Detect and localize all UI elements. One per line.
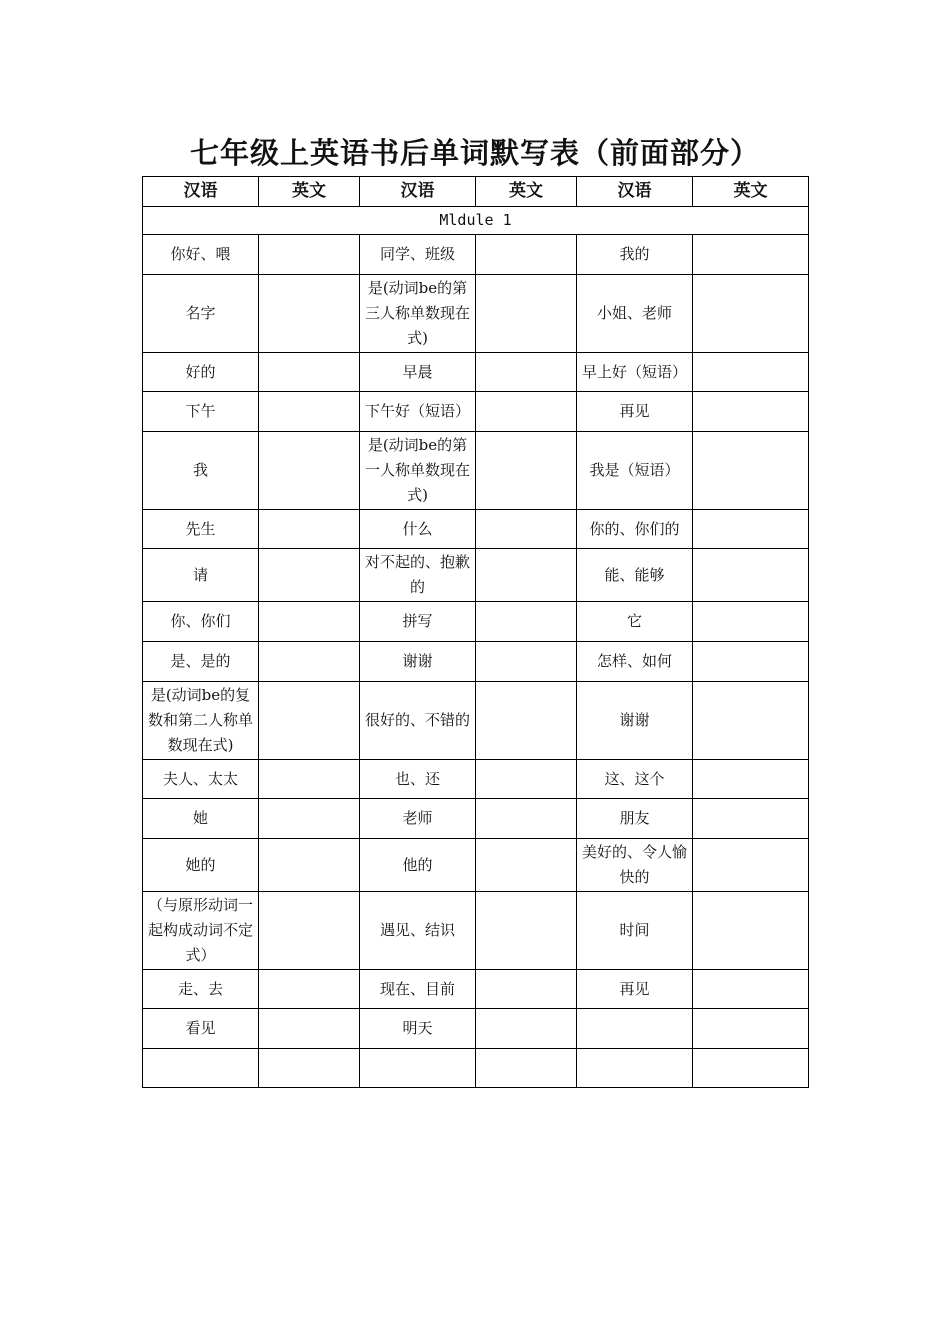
chinese-cell: 早晨 [360, 353, 476, 392]
module-heading: Mldule 1 [143, 207, 809, 235]
english-answer-cell[interactable] [693, 549, 809, 602]
english-answer-cell[interactable] [693, 1049, 809, 1088]
table-row [143, 1049, 809, 1088]
english-answer-cell[interactable] [476, 235, 577, 275]
chinese-cell [143, 1049, 259, 1088]
chinese-cell [360, 1049, 476, 1088]
table-row [143, 353, 809, 392]
header-english: 英文 [259, 177, 360, 207]
chinese-cell: 这、这个 [577, 760, 693, 799]
chinese-cell: 我的 [577, 235, 693, 275]
english-answer-cell[interactable] [476, 892, 577, 970]
chinese-cell: 是(动词be的第一人称单数现在式) [360, 432, 476, 510]
chinese-cell: 现在、目前 [360, 970, 476, 1009]
table-row [143, 970, 809, 1009]
english-answer-cell[interactable] [259, 432, 360, 510]
chinese-cell: 也、还 [360, 760, 476, 799]
header-english: 英文 [476, 177, 577, 207]
table-row [143, 235, 809, 275]
table-row [143, 602, 809, 642]
chinese-cell: 同学、班级 [360, 235, 476, 275]
english-answer-cell[interactable] [693, 682, 809, 760]
english-answer-cell[interactable] [259, 1049, 360, 1088]
english-answer-cell[interactable] [693, 353, 809, 392]
chinese-cell: 美好的、令人愉快的 [577, 839, 693, 892]
module-row [143, 207, 809, 235]
english-answer-cell[interactable] [259, 892, 360, 970]
chinese-cell: 先生 [143, 510, 259, 549]
chinese-cell: 谢谢 [360, 642, 476, 682]
english-answer-cell[interactable] [693, 432, 809, 510]
english-answer-cell[interactable] [476, 353, 577, 392]
english-answer-cell[interactable] [693, 839, 809, 892]
english-answer-cell[interactable] [476, 839, 577, 892]
table-row [143, 510, 809, 549]
table-row [143, 642, 809, 682]
header-chinese: 汉语 [577, 177, 693, 207]
chinese-cell: 看见 [143, 1009, 259, 1049]
english-answer-cell[interactable] [259, 1009, 360, 1049]
chinese-cell: 早上好（短语） [577, 353, 693, 392]
chinese-cell: 夫人、太太 [143, 760, 259, 799]
english-answer-cell[interactable] [259, 510, 360, 549]
english-answer-cell[interactable] [259, 353, 360, 392]
english-answer-cell[interactable] [476, 275, 577, 353]
english-answer-cell[interactable] [259, 682, 360, 760]
chinese-cell: 它 [577, 602, 693, 642]
chinese-cell: 拼写 [360, 602, 476, 642]
chinese-cell: 下午 [143, 392, 259, 432]
chinese-cell: 你、你们 [143, 602, 259, 642]
chinese-cell [577, 1009, 693, 1049]
english-answer-cell[interactable] [476, 970, 577, 1009]
chinese-cell: 是(动词be的复数和第二人称单数现在式) [143, 682, 259, 760]
chinese-cell: 能、能够 [577, 549, 693, 602]
chinese-cell: 请 [143, 549, 259, 602]
chinese-cell: 你的、你们的 [577, 510, 693, 549]
chinese-cell: 遇见、结识 [360, 892, 476, 970]
table-row [143, 799, 809, 839]
english-answer-cell[interactable] [476, 602, 577, 642]
english-answer-cell[interactable] [476, 799, 577, 839]
english-answer-cell[interactable] [693, 892, 809, 970]
table-row [143, 549, 809, 602]
chinese-cell: 再见 [577, 392, 693, 432]
chinese-cell: 谢谢 [577, 682, 693, 760]
chinese-cell: 什么 [360, 510, 476, 549]
chinese-cell: 好的 [143, 353, 259, 392]
english-answer-cell[interactable] [259, 760, 360, 799]
table-row [143, 432, 809, 510]
english-answer-cell[interactable] [259, 275, 360, 353]
chinese-cell: 怎样、如何 [577, 642, 693, 682]
chinese-cell: 他的 [360, 839, 476, 892]
header-chinese: 汉语 [143, 177, 259, 207]
english-answer-cell[interactable] [476, 760, 577, 799]
english-answer-cell[interactable] [476, 510, 577, 549]
chinese-cell: 明天 [360, 1009, 476, 1049]
chinese-cell: 下午好（短语） [360, 392, 476, 432]
chinese-cell: 走、去 [143, 970, 259, 1009]
english-answer-cell[interactable] [476, 549, 577, 602]
chinese-cell: 再见 [577, 970, 693, 1009]
chinese-cell: 我 [143, 432, 259, 510]
english-answer-cell[interactable] [259, 235, 360, 275]
english-answer-cell[interactable] [476, 682, 577, 760]
english-answer-cell[interactable] [259, 839, 360, 892]
header-english: 英文 [693, 177, 809, 207]
header-chinese: 汉语 [360, 177, 476, 207]
table-row [143, 839, 809, 892]
chinese-cell: 她 [143, 799, 259, 839]
english-answer-cell[interactable] [693, 235, 809, 275]
chinese-cell: 老师 [360, 799, 476, 839]
english-answer-cell[interactable] [476, 1049, 577, 1088]
english-answer-cell[interactable] [476, 642, 577, 682]
chinese-cell: 是(动词be的第三人称单数现在式) [360, 275, 476, 353]
page-title: 七年级上英语书后单词默写表（前面部分） [189, 136, 760, 170]
english-answer-cell[interactable] [693, 602, 809, 642]
english-answer-cell[interactable] [259, 549, 360, 602]
vocabulary-table [142, 176, 809, 1088]
english-answer-cell[interactable] [693, 799, 809, 839]
english-answer-cell[interactable] [259, 642, 360, 682]
chinese-cell: 名字 [143, 275, 259, 353]
chinese-cell: 她的 [143, 839, 259, 892]
table-row [143, 275, 809, 353]
english-answer-cell[interactable] [259, 602, 360, 642]
chinese-cell: 朋友 [577, 799, 693, 839]
chinese-cell [577, 1049, 693, 1088]
english-answer-cell[interactable] [693, 510, 809, 549]
english-answer-cell[interactable] [476, 432, 577, 510]
english-answer-cell[interactable] [693, 275, 809, 353]
english-answer-cell[interactable] [259, 392, 360, 432]
chinese-cell: 小姐、老师 [577, 275, 693, 353]
english-answer-cell[interactable] [259, 799, 360, 839]
english-answer-cell[interactable] [693, 760, 809, 799]
chinese-cell: 是、是的 [143, 642, 259, 682]
header-row [143, 177, 809, 207]
english-answer-cell[interactable] [693, 392, 809, 432]
chinese-cell: 时间 [577, 892, 693, 970]
english-answer-cell[interactable] [476, 392, 577, 432]
english-answer-cell[interactable] [259, 970, 360, 1009]
table-row [143, 892, 809, 970]
chinese-cell: （与原形动词一起构成动词不定式） [143, 892, 259, 970]
english-answer-cell[interactable] [693, 642, 809, 682]
english-answer-cell[interactable] [476, 1009, 577, 1049]
chinese-cell: 你好、喂 [143, 235, 259, 275]
table-row [143, 682, 809, 760]
chinese-cell: 我是（短语） [577, 432, 693, 510]
chinese-cell: 对不起的、抱歉的 [360, 549, 476, 602]
table-row [143, 1009, 809, 1049]
chinese-cell: 很好的、不错的 [360, 682, 476, 760]
english-answer-cell[interactable] [693, 970, 809, 1009]
table-row [143, 760, 809, 799]
english-answer-cell[interactable] [693, 1009, 809, 1049]
table-row [143, 392, 809, 432]
